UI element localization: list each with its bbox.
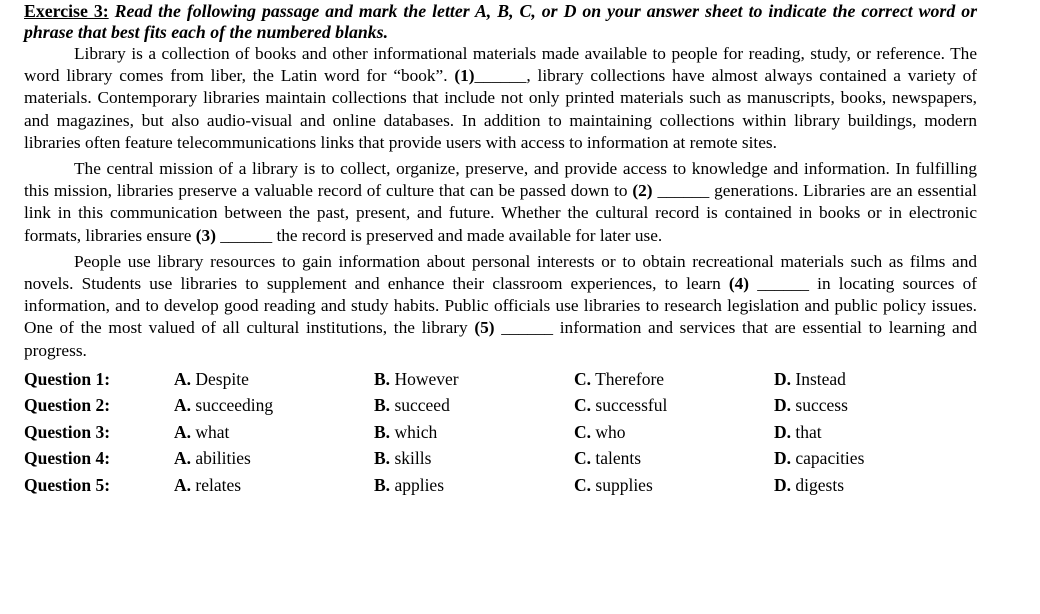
question-row [24,445,974,472]
option-c[interactable]: C. supplies [574,474,653,495]
option-b[interactable]: B. applies [374,474,445,495]
p3-text-3: information and services that are essential to learning and progress. [24,318,978,360]
blank-2-line: ______ [657,181,710,201]
option-a[interactable]: A. relates [174,474,242,495]
blank-2-number: (2) [632,181,653,201]
option-d[interactable]: D. success [774,395,848,416]
answer-options-table [24,366,974,499]
option-c[interactable]: C. who [574,421,626,442]
p1-text-1: Library is a collection of books and other informational materials made available to people for reading, study, or reference. The word library comes from liber, the Latin word for “book”. [24,44,977,86]
p2-text-3: the record is preserved and made available for later use. [272,225,663,245]
p3-text-2: in locating sources of information, and to develop good reading and study habits. Public officials use libraries to research legislation and public policy issues. One of the most valued of all cultural institutions, the library [24,274,977,338]
p3-text-1: People use library resources to gain information about personal interests or to obtain recreational materials such as films and novels. Students use libraries to supplement and enhance their classroom experiences, to learn [24,251,977,294]
question-label: Question 3: [24,421,111,442]
exercise-page [24,0,977,498]
option-c[interactable]: C. Therefore [574,368,665,389]
option-d[interactable]: D. digests [774,474,845,495]
option-b[interactable]: B. which [374,421,438,442]
blank-1-number: (1) [454,66,475,86]
blank-3-line: ______ [220,225,273,245]
passage-paragraph-2 [24,158,977,247]
option-a[interactable]: A. succeeding [174,395,274,416]
option-a[interactable]: A. Despite [174,368,249,389]
p2-text-1: The central mission of a library is to collect, organize, preserve, and provide access to knowledge and information. In fulfilling this mission, libraries preserve a valuable record of culture that can be passed down to [24,159,977,201]
option-d[interactable]: D. Instead [774,368,846,389]
blank-5-number: (5) [474,318,495,338]
question-label: Question 2: [24,395,111,416]
passage-paragraph-1 [24,43,977,154]
exercise-label: Exercise 3: [24,1,109,21]
option-c[interactable]: C. talents [574,448,642,469]
blank-1-line: ______ [474,66,527,86]
exercise-instruction: Read the following passage and mark the letter A, B, C, or D on your answer sheet to indicate the correct word or phrase that best fits each of the numbered blanks. [24,1,977,42]
p1-text-2: , library collections have almost always contained a variety of materials. Contemporary libraries maintain collections that include not only printed materials such as manuscripts, books, newspapers, and magazines, but also audio-visual and online databases. In addition to maintaining collections within library buildings, modern libraries often feature telecommunications links that provide users with access to information at remote sites. [24,66,977,152]
option-d[interactable]: D. capacities [774,448,865,469]
exercise-header [24,1,977,43]
blank-4-line: ______ [757,274,810,294]
p2-text-2: generations. Libraries are an essential link in this communication between the past, present, and future. Whether the cultural record is contained in books or in electronic formats, libraries ensure [24,181,977,245]
question-row [24,392,974,419]
question-row [24,366,974,393]
option-a[interactable]: A. abilities [174,448,251,469]
blank-4-number: (4) [728,274,750,294]
blank-3-number: (3) [195,225,216,245]
option-c[interactable]: C. successful [574,395,668,416]
passage-paragraph-3 [24,251,977,362]
question-row [24,472,974,499]
option-d[interactable]: D. that [774,421,822,442]
question-label: Question 1: [24,368,111,389]
option-a[interactable]: A. what [174,421,230,442]
question-label: Question 5: [24,474,111,495]
question-label: Question 4: [24,448,111,469]
option-b[interactable]: B. However [374,368,459,389]
question-row [24,419,974,446]
option-b[interactable]: B. succeed [374,395,450,416]
blank-5-line: ______ [501,318,554,338]
option-b[interactable]: B. skills [374,448,432,469]
